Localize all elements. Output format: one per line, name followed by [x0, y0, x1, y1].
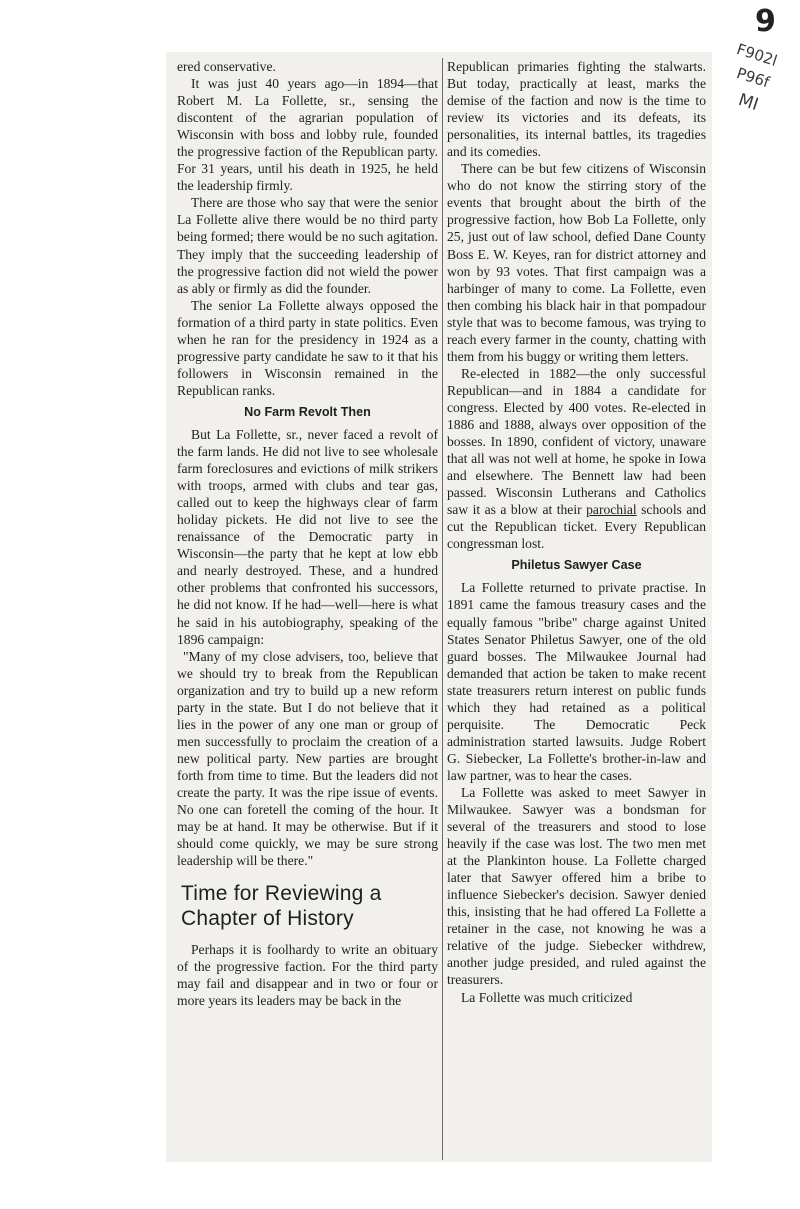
paragraph: Perhaps it is foolhardy to write an obituary of the progressive faction. For the third party may fail and disappear and in two or four or more years its leaders may be back in the [177, 942, 438, 1009]
handwritten-page-number: 9 [755, 4, 776, 39]
paragraph: Republican primaries fighting the stalwarts. But today, practically at least, marks the demise of the faction and now is the time to review its victories and its defeats, its personalities, its internal battles, its tragedies and its comedies. [447, 59, 706, 160]
paragraph: La Follette was much criticized [461, 989, 633, 1005]
paragraph: La Follette returned to private practise. In 1891 came the famous treasury cases and the equally famous "bribe" charge against United States Senator Philetus Sawyer, one of the old guard bosses. The Milwaukee Journal had demanded that action be taken to make recent state treasurers return interest on public funds which they had retained as a political perquisite. The Democratic Peck administration started lawsuits. Judge Robert G. Siebecker, La Follette's brother-in-law and law partner, was to hear the cases. [447, 580, 706, 783]
paragraph: There are those who say that were the senior La Follette alive there would be no third party being formed; there would be no such agitation. They imply that the succeeding leadership of the progressive faction did not wield the power as ably or firmly as did the founder. [177, 195, 438, 296]
section-headline: Time for Reviewing a Chapter of History [181, 882, 382, 931]
paragraph: The senior La Follette always opposed the formation of a third party in state politics. Even when he ran for the presidency in 1924 as a progressive party candidate he saw to it that his followers in Wisconsin remained in the Republican ranks. [177, 297, 438, 398]
paragraph: But La Follette, sr., never faced a revolt of the farm lands. He did not live to see wholesale farm foreclosures and evictions of milk strikers with troops, armed with clubs and tear gas, called out to keep the highways clear of farm holiday pickets. He did not live to see the renaissance of the Democratic party in Wisconsin—the party that he kept at low ebb and nearly destroyed. These, and a hundred other problems that confronted his successors, he did not know. If he had—well—here is what he said in his autobiography, speaking of the 1896 campaign: [177, 426, 438, 647]
paragraph [447, 365, 706, 553]
handwritten-code-2: P96f [734, 64, 772, 92]
article-column-left [177, 58, 438, 1009]
paragraph: It was just 40 years ago—in 1894—that Robert M. La Follette, sr., sensing the discontent of the agrarian population of Wisconsin with boss and lobby rule, founded the progressive faction of the Republican party. For 31 years, until his death in 1925, he held the leadership firmly. [177, 76, 438, 194]
column-divider [442, 58, 443, 1160]
paragraph: There can be but few citizens of Wisconsin who do not know the stirring story of the events that brought about the birth of the progressive faction, how Bob La Follette, only 25, just out of law school, defied Dane County Boss E. W. Keyes, ran for district attorney and won by 93 votes. That first campaign was a harbinger of many to come. La Follette, even then combing his black hair in that pompadour style that was to become famous, was trying to reach every farmer in the county, chatting with them from his buggy or writing them letters. [447, 161, 706, 364]
subheading: Philetus Sawyer Case [511, 558, 642, 573]
handwritten-code-1: F902l [734, 40, 780, 70]
paragraph: La Follette was asked to meet Sawyer in Milwaukee. Sawyer was a bondsman for several of the treasurers and stood to lose heavily if the case was lost. The two men met at the Plankinton house. La Follette charged later that Sawyer offered him a bribe to influence Siebecker's decision. Sawyer denied this, insisting that he had offered La Follette a retainer in the case, not knowing he was a relative of the judge. Siebecker withdrew, another judge presided, and ruled against the treasurers. [447, 784, 706, 988]
article-column-right [447, 58, 706, 1006]
handwritten-code-3: MI [735, 90, 761, 116]
text-run: Re-elected in 1882—the only successful Republican—and in 1884 a candidate for congress. Elected by 400 votes. Re-elected in 1886 and 1888, always over opposition of the bosses. In 1890, confident of victory, unaware that all was not well at home, he spoke in Iowa and elsewhere. The Bennett law had been passed. Wisconsin Lutherans and Catholics saw it as a blow at their [447, 365, 706, 518]
quotation-paragraph: "Many of my close advisers, too, believe that we should try to break from the Republican organization and try to build up a new reform party in the state. But I do not believe that it lies in the power of any one man or group of men successfully to proclaim the creation of a new political party. New parties are brought forth from time to time. But the leaders did not create the party. It was the ripe issue of events. No one can foretell the coming of the hour. It may be at hand. It may be otherwise. But if it should come quickly, we may be sure strong leadership will be there." [177, 648, 438, 869]
paragraph: ered conservative. [177, 59, 276, 74]
underlined-word: parochial [586, 502, 637, 518]
subheading: No Farm Revolt Then [244, 404, 371, 419]
text-run: schools and cut the Republican ticket. Every Republican congressman lost. [447, 502, 706, 552]
